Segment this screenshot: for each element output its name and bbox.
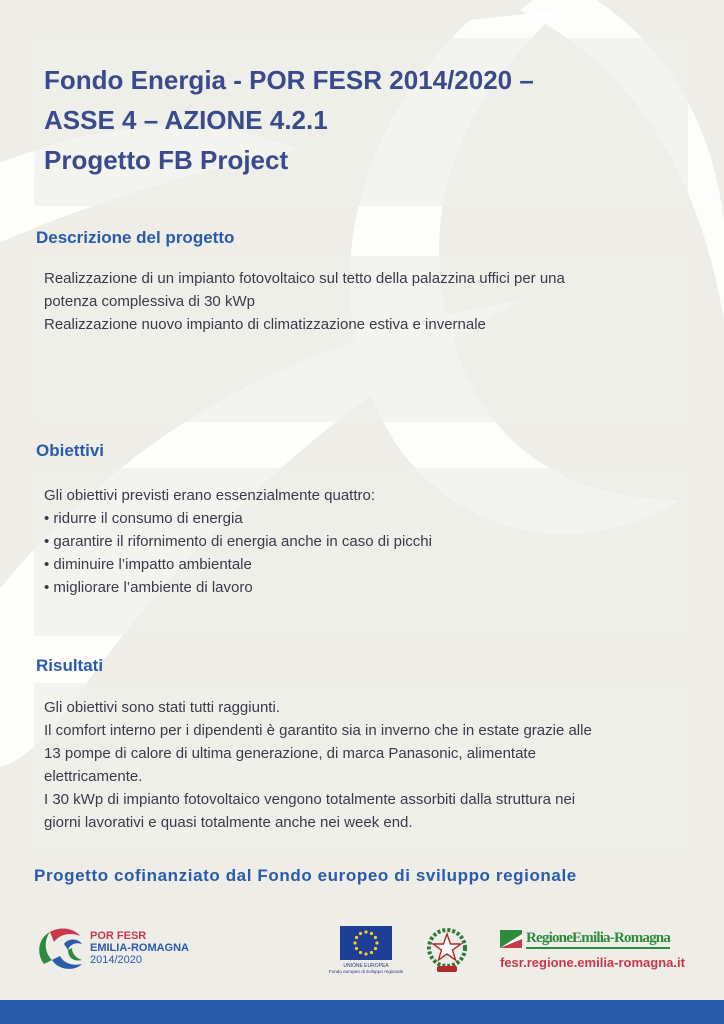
description-line: potenza complessiva di 30 kWp <box>44 293 255 310</box>
cofinance-statement: Progetto cofinanziato dal Fondo europeo di sviluppo regionale <box>34 866 577 885</box>
title-line-2: ASSE 4 – AZIONE 4.2.1 <box>44 105 328 135</box>
objectives-bullet: • garantire il rifornimento di energia anche in caso di picchi <box>44 533 432 550</box>
results-line: I 30 kWp di impianto fotovoltaico vengono totalmente assorbiti dalla struttura nei <box>44 791 576 808</box>
description-line: Realizzazione di un impianto fotovoltaico sul tetto della palazzina uffici per una <box>44 270 565 287</box>
results-heading: Risultati <box>36 656 104 675</box>
eu-fund-name: Fondo europeo di sviluppo regionale <box>328 969 404 974</box>
description-line: Realizzazione nuovo impianto di climatizzazione estiva e invernale <box>44 316 486 333</box>
objectives-line: Gli obiettivi previsti erano essenzialmente quattro: <box>44 487 375 504</box>
results-line: elettricamente. <box>44 768 143 785</box>
title-line-3: Progetto FB Project <box>44 145 289 175</box>
objectives-bullet: • ridurre il consumo di energia <box>44 510 243 527</box>
por-fesr-label: POR FESR <box>90 930 147 942</box>
por-fesr-logo-text <box>90 930 189 966</box>
results-line: giorni lavorativi e quasi totalmente anche nei week end. <box>44 814 413 831</box>
results-line: Gli obiettivi sono stati tutti raggiunti. <box>44 699 280 716</box>
objectives-text <box>44 484 684 599</box>
region-name: RegioneEmilia-Romagna <box>526 929 670 949</box>
region-logo-icon <box>500 930 522 948</box>
page-title <box>44 60 684 180</box>
description-text <box>44 267 684 336</box>
por-fesr-logo <box>34 924 214 980</box>
results-line: Il comfort interno per i dipendenti è garantito sia in inverno che in estate grazie alle <box>44 722 592 739</box>
region-logo <box>500 929 700 975</box>
objectives-heading: Obiettivi <box>36 441 105 460</box>
title-line-1: Fondo Energia - POR FESR 2014/2020 – <box>44 65 534 95</box>
eu-logo <box>326 926 406 980</box>
por-period-label: 2014/2020 <box>90 954 142 966</box>
region-url: fesr.regione.emilia-romagna.it <box>500 955 685 970</box>
bottom-bar <box>0 1000 724 1024</box>
por-region-label: EMILIA-ROMAGNA <box>90 942 189 954</box>
results-text <box>44 696 684 834</box>
description-heading: Descrizione del progetto <box>36 228 235 247</box>
por-fesr-logo-icon <box>34 924 88 978</box>
italian-emblem-icon <box>424 926 470 976</box>
results-line: 13 pompe di calore di ultima generazione, di marca Panasonic, alimentate <box>44 745 536 762</box>
objectives-bullet: • diminuire l’impatto ambientale <box>44 556 252 573</box>
eu-name: UNIONE EUROPEA <box>343 963 389 969</box>
objectives-bullet: • migliorare l’ambiente di lavoro <box>44 579 253 596</box>
eu-flag-icon <box>340 926 392 960</box>
